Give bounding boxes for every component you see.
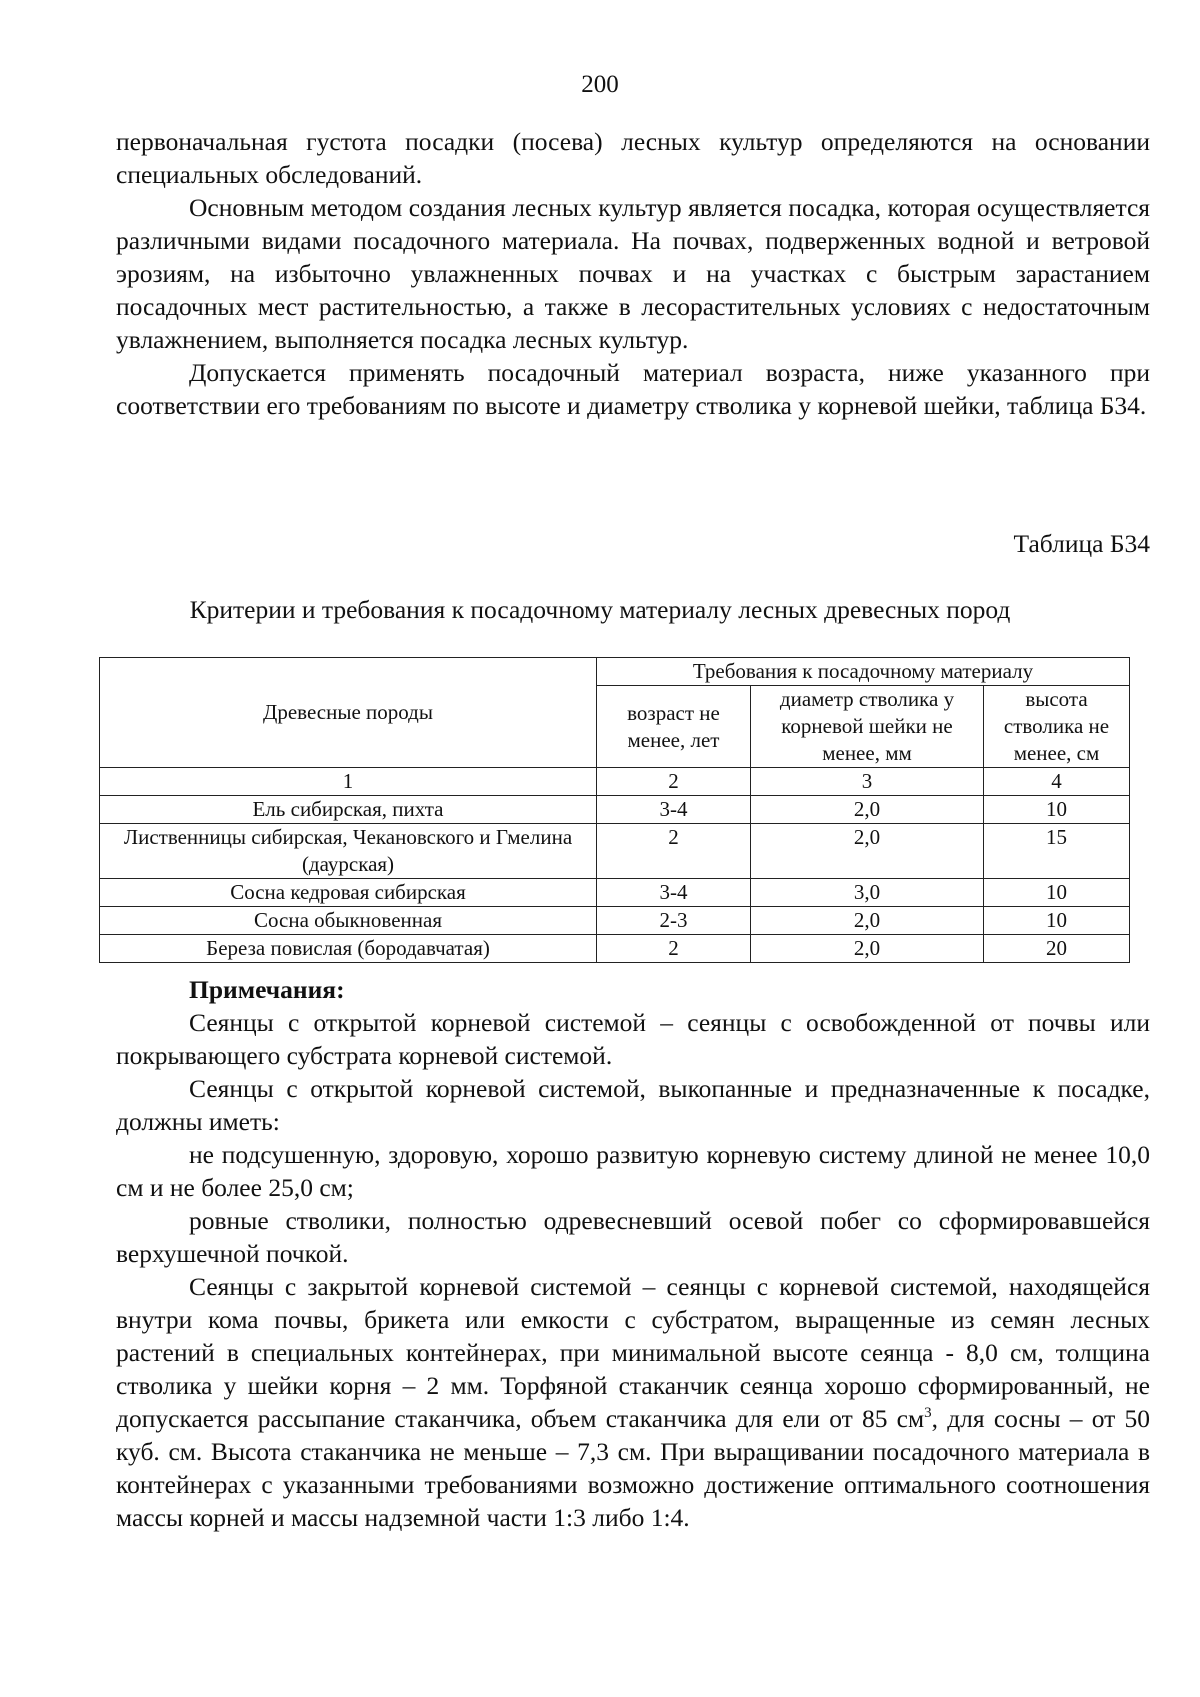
cell-species: Сосна обыкновенная [100,907,597,935]
table-row [100,796,1130,824]
header-diameter: диаметр стволика у корневой шейки не менее, мм [751,686,984,768]
column-number: 4 [984,768,1130,796]
cell-height: 20 [984,935,1130,963]
cell-age: 2 [597,935,751,963]
table-row [100,935,1130,963]
cell-diameter: 3,0 [751,879,984,907]
paragraph: Допускается применять посадочный материал возраста, ниже указанного при соответствии его требованиям по высоте и диаметру стволика у корневой шейки, таблица Б34. [116,358,1150,420]
cell-age: 3-4 [597,879,751,907]
notes-text [116,1006,1150,1534]
cell-age: 2-3 [597,907,751,935]
column-number: 3 [751,768,984,796]
paragraph-part: , для сосны – от 50 куб. см. Высота стаканчика не меньше – 7,3 см. При выращивании посадочного материала в контейнерах с указанными требованиями возможно достижение оптимального соотношения массы корней и массы надземной части 1:3 либо 1:4. [116,1404,1150,1532]
cell-age: 2 [597,824,751,879]
column-number: 1 [100,768,597,796]
paragraph: Сеянцы с открытой корневой системой, выкопанные и предназначенные к посадке, должны иметь: [116,1074,1150,1136]
cell-height: 10 [984,907,1130,935]
column-number-row [100,768,1130,796]
cell-species: Сосна кедровая сибирская [100,879,597,907]
table-label: Таблица Б34 [1013,529,1150,558]
paragraph-part: Сеянцы с закрытой корневой системой – сеянцы с корневой системой, находящейся внутри кома почвы, брикета или емкости с субстратом, выращенные из семян лесных растений в специальных контейнерах, при минимальной высоте сеянца - 8,0 см, толщина стволика у шейки корня – 2 мм. Торфяной стаканчик сеянца хорошо сформированный, не допускается рассыпание стаканчика, объем стаканчика для ели от 85 см [116,1272,1150,1433]
paragraph: не подсушенную, здоровую, хорошо развитую корневую систему длиной не менее 10,0 см и не более 25,0 см; [116,1140,1150,1202]
cell-diameter: 2,0 [751,935,984,963]
header-species: Древесные породы [100,658,597,768]
notes-heading: Примечания: [189,975,345,1004]
superscript: 3 [924,1405,932,1421]
cell-diameter: 2,0 [751,824,984,879]
column-number: 2 [597,768,751,796]
paragraph: Основным методом создания лесных культур является посадка, которая осуществляется различными видами посадочного материала. На почвах, подверженных водной и ветровой эрозиям, на избыточно увлажненных почвах и на участках с быстрым зарастанием посадочных мест растительностью, а также в лесорастительных условиях с недостаточным увлажнением, выполняется посадка лесных культур. [116,193,1150,354]
cell-height: 10 [984,879,1130,907]
table-header-row [100,658,1130,686]
header-group: Требования к посадочному материалу [597,658,1130,686]
paragraph: Сеянцы с открытой корневой системой – сеянцы с освобожденной от почвы или покрывающего субстрата корневой системой. [116,1008,1150,1070]
paragraph [116,1270,1150,1534]
paragraph: первоначальная густота посадки (посева) лесных культур определяются на основании специальных обследований. [116,127,1150,189]
cell-age: 3-4 [597,796,751,824]
cell-diameter: 2,0 [751,796,984,824]
cell-diameter: 2,0 [751,907,984,935]
cell-species: Береза повислая (бородавчатая) [100,935,597,963]
table-title: Критерии и требования к посадочному материалу лесных древесных пород [189,595,1011,624]
header-height: высота стволика не менее, см [984,686,1130,768]
requirements-table [99,657,1130,963]
cell-species: Ель сибирская, пихта [100,796,597,824]
cell-species: Лиственницы сибирская, Чекановского и Гмелина (даурская) [100,824,597,879]
cell-height: 15 [984,824,1130,879]
table-row [100,824,1130,879]
table-row [100,879,1130,907]
paragraph: ровные стволики, полностью одревесневший осевой побег со сформировавшейся верхушечной почкой. [116,1206,1150,1268]
header-age: возраст не менее, лет [597,686,751,768]
table-row [100,907,1130,935]
cell-height: 10 [984,796,1130,824]
intro-text [116,125,1150,422]
page-number: 200 [581,71,619,98]
